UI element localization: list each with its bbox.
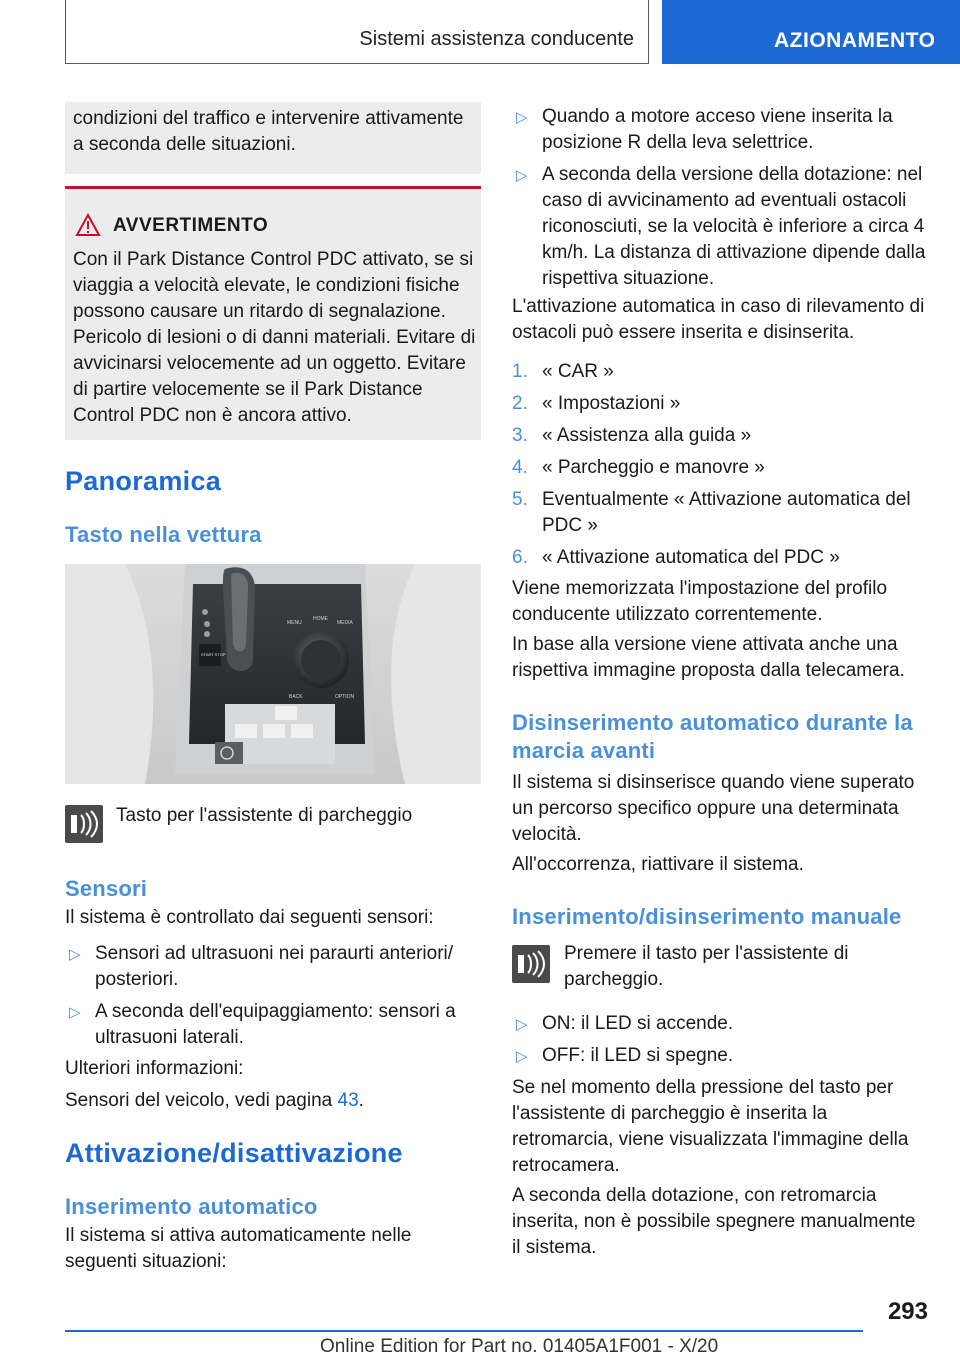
auto-on-note: L'attivazione automatica in caso di rilevamento di ostacoli può essere inserita e disinserita. — [512, 296, 925, 343]
reverse-note: Se nel momento della pressione del tasto per l'assistente di parcheggio è inserita la retromarcia, viene visualizzata l'immagine della retrocamera. — [512, 1077, 909, 1176]
heading-activation: Attivazione/disattivazione — [65, 1138, 403, 1168]
list-item: ▷ Sensori ad ultrasuoni nei paraurti anteriori/ posteriori. — [69, 943, 454, 990]
step-item: 2. « Impostazioni » — [512, 393, 681, 414]
header-chapter-tab — [662, 0, 960, 64]
footer-divider — [65, 1330, 863, 1332]
settings-steps — [512, 359, 928, 577]
triangle-bullet-icon: ▷ — [516, 167, 528, 184]
photo-label-start-stop: START STOP — [201, 652, 226, 657]
triangle-bullet-icon: ▷ — [516, 109, 528, 126]
step-item: 6. « Attivazione automatica del PDC » — [512, 547, 840, 568]
auto-on-list — [512, 104, 928, 298]
step-item: 5. Eventualmente « Attivazione automatica del PDC » — [512, 489, 911, 536]
auto-off-text: Il sistema si disinserisce quando viene superato un percorso specifico oppure una determinata velocità. — [512, 772, 915, 845]
center-console-illustration — [65, 564, 481, 784]
triangle-bullet-icon: ▷ — [69, 1004, 81, 1021]
photo-label-back: BACK — [289, 694, 303, 700]
step-item: 1. « CAR » — [512, 361, 614, 382]
heading-manual: Inserimento/disinserimento manuale — [512, 904, 902, 929]
button-caption: Tasto per l'assistente di parcheggio — [116, 805, 413, 826]
sensors-intro: Il sistema è controllato dai seguenti sensori: — [65, 907, 434, 928]
header-chapter-title: AZIONAMENTO — [774, 29, 936, 52]
step-item: 4. « Parcheggio e manovre » — [512, 457, 765, 478]
profile-note: Viene memorizzata l'impostazione del profilo conducente utilizzato correntemente. — [512, 578, 888, 625]
list-item: ▷ ON: il LED si accende. — [512, 1011, 928, 1037]
heading-overview: Panoramica — [65, 466, 222, 496]
parking-sensor-icon — [65, 805, 103, 843]
header-section-title: Sistemi assistenza conducente — [359, 28, 634, 50]
heading-button-in-car: Tasto nella vettura — [65, 522, 262, 547]
manual-list — [512, 1011, 928, 1075]
step-item: 3. « Assistenza alla guida » — [512, 425, 752, 446]
warning-title: AVVERTIMENTO — [113, 215, 269, 236]
more-info-label: Ulteriori informazioni: — [65, 1058, 244, 1079]
warning-box — [65, 186, 481, 440]
sensors-list — [65, 941, 481, 1057]
reverse-note-2: A seconda della dotazione, con retromarcia inserita, non è possibile spegnere manualmente il sistema. — [512, 1185, 916, 1258]
reactivate-text: All'occorrenza, riattivare il sistema. — [512, 854, 804, 875]
sensor-reference: Sensori del veicolo, vedi pagina 43. — [65, 1090, 364, 1111]
parking-assistant-button-icon — [512, 945, 550, 983]
photo-label-media: MEDIA — [337, 620, 353, 626]
warning-body: Con il Park Distance Control PDC attivato, se si viaggia a velocità elevate, le condizioni fisiche possono causare un ritardo di segnalazione. Pericolo di lesioni o di danni materiali. Evitare di avvicinarsi velocemente ad un oggetto. Evitare di partire velocemente se il Park Distance Control PDC non è ancora attivo. — [73, 249, 476, 426]
heading-auto-on: Inserimento automatico — [65, 1194, 318, 1219]
triangle-bullet-icon: ▷ — [69, 946, 81, 963]
parking-sensor-icon — [512, 945, 550, 983]
list-item: ▷ A seconda dell'equipaggiamento: sensori a ultrasuoni laterali. — [69, 1001, 456, 1048]
list-item: ▷ Quando a motore acceso viene inserita la posizione R della leva selettrice. — [516, 106, 893, 153]
list-item: ▷ OFF: il LED si spegne. — [512, 1043, 928, 1069]
page-number: 293 — [887, 1298, 928, 1325]
heading-auto-off: Disinserimento automatico durante la marcia avanti — [512, 710, 913, 763]
list-item: ▷ A seconda della versione della dotazione: nel caso di avvicinamento ad eventuali ostacoli riconosciuti, se la velocità è inferiore a circa 4 km/h. La distanza di attivazione dipende dalla rispettiva situazione. — [516, 164, 926, 289]
triangle-bullet-icon: ▷ — [516, 1016, 528, 1033]
camera-note: In base alla versione viene attivata anche una rispettiva immagine proposta dalla telecamera. — [512, 634, 905, 681]
auto-on-text: Il sistema si attiva automaticamente nelle seguenti situazioni: — [65, 1225, 412, 1272]
footer-edition: Online Edition for Part no. 01405A1F001 - X/20 — [320, 1336, 719, 1357]
intro-box — [65, 102, 481, 174]
manual-caption: Premere il tasto per l'assistente di parcheggio. — [564, 943, 849, 990]
center-console-photo — [65, 564, 481, 784]
photo-label-menu: MENU — [287, 620, 302, 626]
page-43-link[interactable]: 43 — [337, 1090, 359, 1111]
photo-label-option: OPTION — [335, 694, 355, 700]
triangle-bullet-icon: ▷ — [516, 1048, 528, 1065]
header-section-tab — [65, 0, 649, 64]
intro-text: condizioni del traffico e intervenire attivamente a seconda delle situazioni. — [73, 108, 464, 155]
heading-sensors: Sensori — [65, 876, 148, 901]
photo-label-home: HOME — [313, 616, 328, 622]
parking-assistant-button-icon — [65, 805, 103, 843]
warning-triangle-icon — [75, 213, 101, 237]
